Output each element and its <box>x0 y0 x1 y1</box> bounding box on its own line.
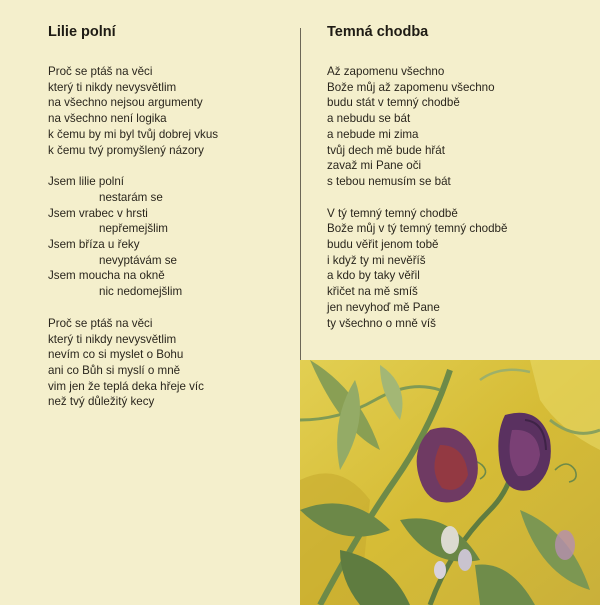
poem-line: budu stát v temný chodbě <box>327 96 460 110</box>
poem-line: V tý temný temný chodbě <box>327 206 458 220</box>
poem-line: nevím co si myslet o Bohu <box>48 348 184 362</box>
stanza <box>48 316 288 410</box>
poem-line: Až zapomenu všechno <box>327 65 445 78</box>
poem-line: nevyptávám se <box>99 253 177 267</box>
poem-line: ty všechno o mně víš <box>327 316 436 330</box>
stanza <box>327 64 587 190</box>
poem-line: a nebudu se bát <box>327 112 411 126</box>
poem-line: než tvý důležitý kecy <box>48 395 155 409</box>
poem-line: který ti nikdy nevysvětlim <box>48 80 177 94</box>
poem-line: křičet na mě smíš <box>327 285 418 299</box>
poem-line: nestarám se <box>99 190 163 204</box>
left-poem-body <box>48 64 288 410</box>
poem-line: nic nedomejšlim <box>99 285 183 299</box>
column-divider <box>300 28 301 360</box>
poem-line: budu věřit jenom tobě <box>327 238 439 252</box>
right-poem-title: Temná chodba <box>327 24 429 40</box>
poem-line: ani co Bůh si myslí o mně <box>48 363 181 377</box>
poem-line: k čemu tvý promyšlený názory <box>48 143 204 157</box>
sweet-pea-painting-icon <box>300 360 600 605</box>
stanza <box>327 206 587 332</box>
poem-line: Jsem moucha na okně <box>48 269 165 283</box>
poem-line: nepřemejšlim <box>99 222 168 236</box>
poem-line: Proč se ptáš na věci <box>48 65 153 78</box>
left-poem-title: Lilie polní <box>48 24 116 40</box>
left-poem <box>48 22 288 426</box>
poem-line: Bože můj až zapomenu všechno <box>327 80 495 94</box>
poem-line: který ti nikdy nevysvětlim <box>48 332 177 346</box>
poem-line: Jsem lilie polní <box>48 175 125 189</box>
poem-line: jen nevyhoď mě Pane <box>327 300 440 314</box>
right-poem-body <box>327 64 587 331</box>
poem-line: Bože můj v tý temný temný chodbě <box>327 222 508 236</box>
poem-line: a nebude mi zima <box>327 127 419 141</box>
poem-line: zavaž mi Pane oči <box>327 159 422 173</box>
poem-line: a kdo by taky věřil <box>327 269 420 283</box>
poem-line: na všechno není logika <box>48 112 167 126</box>
poem-line: vim jen že teplá deka hřeje víc <box>48 379 204 393</box>
stanza <box>48 174 288 300</box>
right-poem <box>327 22 587 347</box>
poem-line: s tebou nemusím se bát <box>327 174 451 188</box>
poem-line: k čemu by mi byl tvůj dobrej vkus <box>48 127 219 141</box>
poem-line: i když ty mi nevěříš <box>327 253 426 267</box>
poem-line: Proč se ptáš na věci <box>48 316 153 330</box>
stanza <box>48 64 288 158</box>
poem-line: tvůj dech mě bude hřát <box>327 143 445 157</box>
poem-line: Jsem vrabec v hrsti <box>48 206 148 220</box>
poem-line: Jsem bříza u řeky <box>48 238 140 252</box>
poem-line: na všechno nejsou argumenty <box>48 96 203 110</box>
